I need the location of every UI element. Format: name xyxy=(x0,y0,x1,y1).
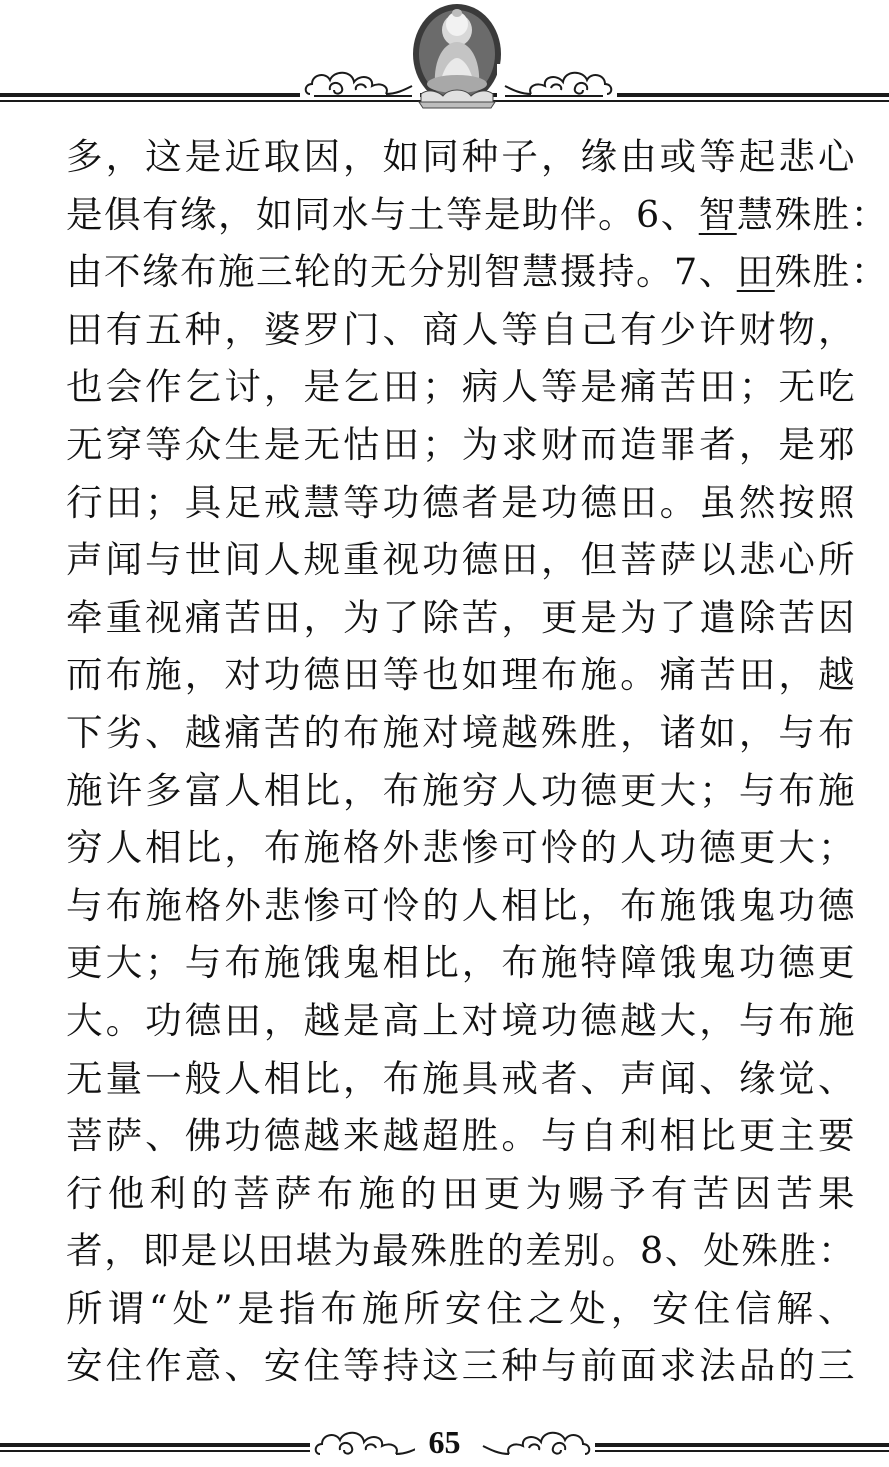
text-line xyxy=(66,589,856,647)
text-segment: 殊胜： xyxy=(774,250,889,294)
text-line xyxy=(66,1107,856,1165)
text-line xyxy=(66,416,856,474)
text-line xyxy=(66,243,889,301)
text-segment: 多，这是近取因，如同种子，缘由或等起悲心 xyxy=(66,135,856,178)
text-segment: 牵重视痛苦田，为了除苦，更是为了遣除苦因 xyxy=(66,595,856,639)
text-segment: 而布施，对功德田等也如理布施。痛苦田，越 xyxy=(66,653,856,697)
text-line xyxy=(66,186,889,244)
header-ornament xyxy=(0,0,889,120)
text-segment: 田有五种，婆罗门、商人等自己有少许财物， xyxy=(66,307,856,351)
text-line xyxy=(66,704,856,762)
text-segment: 无量一般人相比，布施具戒者、声闻、缘觉、 xyxy=(66,1056,856,1100)
text-segment: 声闻与世间人规重视功德田，但菩萨以悲心所 xyxy=(66,538,856,582)
text-segment: 无穿等众生是无怙田；为求财而造罪者，是邪 xyxy=(66,422,856,466)
auspicious-cloud-icon xyxy=(300,64,420,100)
text-segment: 下劣、越痛苦的布施对境越殊胜，诸如，与布 xyxy=(66,710,856,754)
text-line xyxy=(66,301,856,359)
underlined-text: 田 xyxy=(736,250,775,294)
text-line xyxy=(66,1337,856,1395)
text-segment: 由不缘布施三轮的无分别智慧摄持。7、 xyxy=(66,250,737,294)
text-line xyxy=(66,1222,856,1280)
text-segment: 安住作意、安住等持这三种与前面求法品的三 xyxy=(66,1344,856,1388)
text-segment: 施许多富人相比，布施穷人功德更大；与布施 xyxy=(66,768,856,812)
text-segment: 也会作乞讨，是乞田；病人等是痛苦田；无吃 xyxy=(66,365,856,409)
text-segment: 与布施格外悲惨可怜的人相比，布施饿鬼功德 xyxy=(66,883,856,927)
underlined-text: 智 xyxy=(698,192,737,236)
text-segment: 慧殊胜： xyxy=(736,192,889,236)
page-body-text xyxy=(66,128,889,1395)
text-line xyxy=(66,474,856,532)
text-segment: 者，即是以田堪为最殊胜的差别。8、处殊胜： xyxy=(66,1229,856,1273)
text-segment: 更大；与布施饿鬼相比，布施特障饿鬼功德更 xyxy=(66,941,856,985)
text-line xyxy=(66,1050,856,1108)
text-line xyxy=(66,877,856,935)
buddha-icon xyxy=(409,2,505,110)
text-segment: 所谓“处”是指布施所安住之处，安住信解、 xyxy=(66,1286,856,1330)
text-line xyxy=(66,1165,856,1223)
text-line xyxy=(66,646,856,704)
text-segment: 是俱有缘，如同水与土等是助伴。6、 xyxy=(66,192,699,236)
text-segment: 穷人相比，布施格外悲惨可怜的人功德更大； xyxy=(66,826,856,870)
auspicious-cloud-icon xyxy=(497,64,617,100)
text-line xyxy=(66,934,856,992)
text-line xyxy=(66,358,856,416)
page-number xyxy=(0,1420,889,1464)
text-line xyxy=(66,762,856,820)
text-line xyxy=(66,1280,856,1338)
text-segment: 行他利的菩萨布施的田更为赐予有苦因苦果 xyxy=(66,1171,856,1215)
page-number-value: 65 xyxy=(415,1424,475,1460)
text-line xyxy=(66,819,856,877)
text-segment: 行田；具足戒慧等功德者是功德田。虽然按照 xyxy=(66,480,856,524)
text-segment: 菩萨、佛功德越来越超胜。与自利相比更主要 xyxy=(66,1114,856,1158)
text-segment: 大。功德田，越是高上对境功德越大，与布施 xyxy=(66,998,856,1042)
footer-ornament xyxy=(0,1420,889,1467)
auspicious-cloud-icon xyxy=(475,1424,595,1460)
text-line xyxy=(66,992,856,1050)
text-line xyxy=(66,128,856,186)
text-line xyxy=(66,531,856,589)
